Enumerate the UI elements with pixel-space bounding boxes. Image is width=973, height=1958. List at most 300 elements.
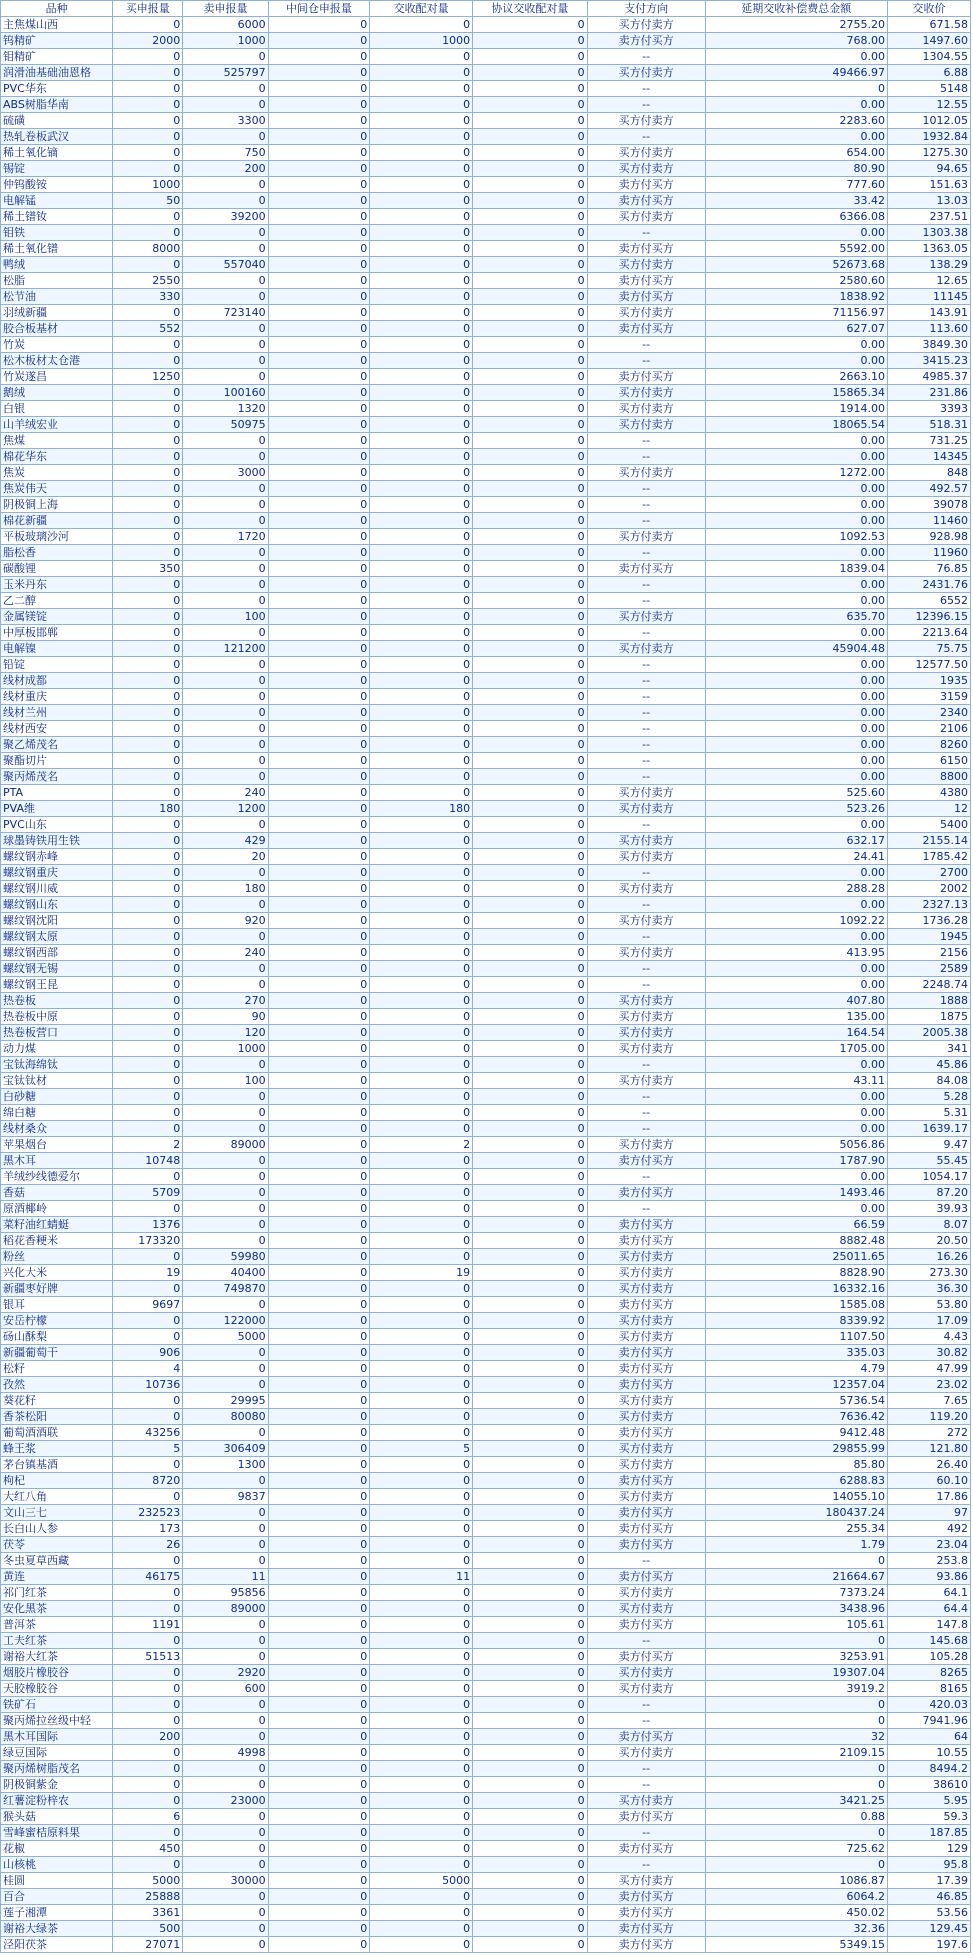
cell-payment-direction: 买方付卖方: [587, 385, 705, 401]
cell-buy-qty: 8000: [113, 241, 183, 257]
cell-compensation-total: 8339.92: [705, 1313, 887, 1329]
cell-agreement-matched-qty: 0: [473, 1089, 588, 1105]
cell-matched-qty: 0: [370, 145, 473, 161]
cell-payment-direction: --: [587, 817, 705, 833]
cell-sell-qty: 557040: [183, 257, 268, 273]
cell-delivery-price: 7.65: [887, 1393, 970, 1409]
cell-compensation-total: 0.00: [705, 353, 887, 369]
table-row: [1, 1505, 971, 1521]
cell-agreement-matched-qty: 0: [473, 881, 588, 897]
cell-mid-warehouse-qty: 0: [268, 1233, 370, 1249]
cell-mid-warehouse-qty: 0: [268, 1185, 370, 1201]
cell-matched-qty: 0: [370, 97, 473, 113]
cell-matched-qty: 0: [370, 1329, 473, 1345]
cell-variety: 羽绒新疆: [1, 305, 113, 321]
cell-compensation-total: 0.00: [705, 721, 887, 737]
cell-variety: 铁矿石: [1, 1697, 113, 1713]
table-row: [1, 1377, 971, 1393]
table-row: [1, 753, 971, 769]
cell-agreement-matched-qty: 0: [473, 257, 588, 273]
cell-buy-qty: 0: [113, 1857, 183, 1873]
cell-sell-qty: 0: [183, 625, 268, 641]
cell-payment-direction: --: [587, 81, 705, 97]
cell-variety: 金属镁锭: [1, 609, 113, 625]
cell-agreement-matched-qty: 0: [473, 1201, 588, 1217]
cell-mid-warehouse-qty: 0: [268, 1505, 370, 1521]
cell-delivery-price: 147.8: [887, 1617, 970, 1633]
cell-delivery-price: 17.86: [887, 1489, 970, 1505]
cell-compensation-total: 105.61: [705, 1617, 887, 1633]
cell-sell-qty: 1000: [183, 33, 268, 49]
cell-sell-qty: 240: [183, 785, 268, 801]
cell-agreement-matched-qty: 0: [473, 1281, 588, 1297]
cell-compensation-total: 164.54: [705, 1025, 887, 1041]
cell-payment-direction: 卖方付买方: [587, 1617, 705, 1633]
table-row: [1, 593, 971, 609]
cell-delivery-price: 47.99: [887, 1361, 970, 1377]
cell-mid-warehouse-qty: 0: [268, 1825, 370, 1841]
cell-payment-direction: --: [587, 481, 705, 497]
cell-buy-qty: 10748: [113, 1153, 183, 1169]
cell-agreement-matched-qty: 0: [473, 1729, 588, 1745]
cell-matched-qty: 0: [370, 1105, 473, 1121]
table-row: [1, 945, 971, 961]
table-row: [1, 81, 971, 97]
cell-agreement-matched-qty: 0: [473, 1649, 588, 1665]
cell-sell-qty: 0: [183, 593, 268, 609]
cell-sell-qty: 0: [183, 1105, 268, 1121]
cell-sell-qty: 0: [183, 689, 268, 705]
cell-delivery-price: 64.1: [887, 1585, 970, 1601]
cell-compensation-total: 0.00: [705, 657, 887, 673]
cell-variety: 阴极铜紫金: [1, 1777, 113, 1793]
cell-payment-direction: 买方付卖方: [587, 1137, 705, 1153]
cell-mid-warehouse-qty: 0: [268, 1121, 370, 1137]
cell-delivery-price: 36.30: [887, 1281, 970, 1297]
cell-payment-direction: 卖方付买方: [587, 1345, 705, 1361]
cell-variety: 工夫红茶: [1, 1633, 113, 1649]
cell-variety: 谢裕大绿茶: [1, 1921, 113, 1937]
cell-compensation-total: 777.60: [705, 177, 887, 193]
cell-compensation-total: 24.41: [705, 849, 887, 865]
cell-payment-direction: 卖方付买方: [587, 369, 705, 385]
cell-sell-qty: 0: [183, 241, 268, 257]
table-row: [1, 1745, 971, 1761]
cell-delivery-price: 76.85: [887, 561, 970, 577]
table-row: [1, 1697, 971, 1713]
cell-variety: 花椒: [1, 1841, 113, 1857]
cell-matched-qty: 0: [370, 1153, 473, 1169]
cell-agreement-matched-qty: 0: [473, 1553, 588, 1569]
table-row: [1, 1041, 971, 1057]
cell-compensation-total: 0.00: [705, 865, 887, 881]
cell-delivery-price: 45.86: [887, 1057, 970, 1073]
table-row: [1, 1025, 971, 1041]
cell-mid-warehouse-qty: 0: [268, 1937, 370, 1953]
cell-delivery-price: 1275.30: [887, 145, 970, 161]
table-row: [1, 817, 971, 833]
cell-agreement-matched-qty: 0: [473, 801, 588, 817]
cell-sell-qty: 0: [183, 545, 268, 561]
cell-compensation-total: 12357.04: [705, 1377, 887, 1393]
cell-variety: 普洱茶: [1, 1617, 113, 1633]
cell-sell-qty: 0: [183, 705, 268, 721]
table-row: [1, 1409, 971, 1425]
cell-matched-qty: 0: [370, 529, 473, 545]
cell-payment-direction: 买方付卖方: [587, 305, 705, 321]
cell-sell-qty: 100: [183, 609, 268, 625]
cell-buy-qty: 0: [113, 1057, 183, 1073]
cell-delivery-price: 231.86: [887, 385, 970, 401]
cell-buy-qty: 19: [113, 1265, 183, 1281]
cell-compensation-total: 33.42: [705, 193, 887, 209]
cell-variety: 白砂糖: [1, 1089, 113, 1105]
cell-variety: 铅锭: [1, 657, 113, 673]
cell-sell-qty: 0: [183, 1937, 268, 1953]
cell-agreement-matched-qty: 0: [473, 1841, 588, 1857]
cell-buy-qty: 173320: [113, 1233, 183, 1249]
cell-payment-direction: --: [587, 705, 705, 721]
cell-delivery-price: 2340: [887, 705, 970, 721]
cell-buy-qty: 0: [113, 1633, 183, 1649]
cell-compensation-total: 16332.16: [705, 1281, 887, 1297]
cell-buy-qty: 0: [113, 705, 183, 721]
cell-mid-warehouse-qty: 0: [268, 161, 370, 177]
cell-variety: 钼精矿: [1, 49, 113, 65]
cell-buy-qty: 0: [113, 897, 183, 913]
cell-agreement-matched-qty: 0: [473, 1601, 588, 1617]
table-row: [1, 337, 971, 353]
cell-delivery-price: 64: [887, 1729, 970, 1745]
cell-compensation-total: 0.00: [705, 689, 887, 705]
cell-agreement-matched-qty: 0: [473, 337, 588, 353]
cell-agreement-matched-qty: 0: [473, 1457, 588, 1473]
cell-buy-qty: 1376: [113, 1217, 183, 1233]
cell-sell-qty: 30000: [183, 1873, 268, 1889]
cell-compensation-total: 0.00: [705, 1201, 887, 1217]
cell-mid-warehouse-qty: 0: [268, 305, 370, 321]
cell-matched-qty: 0: [370, 1889, 473, 1905]
cell-sell-qty: 180: [183, 881, 268, 897]
cell-compensation-total: 1107.50: [705, 1329, 887, 1345]
cell-sell-qty: 0: [183, 673, 268, 689]
cell-variety: 香菇: [1, 1185, 113, 1201]
cell-mid-warehouse-qty: 0: [268, 417, 370, 433]
cell-mid-warehouse-qty: 0: [268, 97, 370, 113]
cell-sell-qty: 6000: [183, 17, 268, 33]
cell-agreement-matched-qty: 0: [473, 1361, 588, 1377]
cell-delivery-price: 1935: [887, 673, 970, 689]
cell-buy-qty: 0: [113, 961, 183, 977]
cell-mid-warehouse-qty: 0: [268, 1409, 370, 1425]
cell-payment-direction: 卖方付买方: [587, 1569, 705, 1585]
cell-agreement-matched-qty: 0: [473, 305, 588, 321]
cell-variety: 安岳柠檬: [1, 1313, 113, 1329]
cell-sell-qty: 9837: [183, 1489, 268, 1505]
cell-agreement-matched-qty: 0: [473, 1857, 588, 1873]
cell-mid-warehouse-qty: 0: [268, 561, 370, 577]
cell-sell-qty: 600: [183, 1681, 268, 1697]
cell-agreement-matched-qty: 0: [473, 369, 588, 385]
cell-mid-warehouse-qty: 0: [268, 673, 370, 689]
cell-delivery-price: 55.45: [887, 1153, 970, 1169]
cell-sell-qty: 0: [183, 129, 268, 145]
cell-sell-qty: 270: [183, 993, 268, 1009]
cell-mid-warehouse-qty: 0: [268, 449, 370, 465]
cell-mid-warehouse-qty: 0: [268, 1217, 370, 1233]
cell-mid-warehouse-qty: 0: [268, 1073, 370, 1089]
cell-delivery-price: 11460: [887, 513, 970, 529]
cell-variety: 焦炭伟天: [1, 481, 113, 497]
cell-payment-direction: --: [587, 129, 705, 145]
cell-payment-direction: --: [587, 545, 705, 561]
table-row: [1, 449, 971, 465]
cell-buy-qty: 0: [113, 529, 183, 545]
cell-buy-qty: 0: [113, 481, 183, 497]
cell-variety: 焦煤: [1, 433, 113, 449]
cell-delivery-price: 187.85: [887, 1825, 970, 1841]
cell-payment-direction: 卖方付买方: [587, 289, 705, 305]
cell-compensation-total: 7636.42: [705, 1409, 887, 1425]
cell-matched-qty: 0: [370, 577, 473, 593]
cell-buy-qty: 200: [113, 1729, 183, 1745]
cell-compensation-total: 7373.24: [705, 1585, 887, 1601]
cell-matched-qty: 0: [370, 321, 473, 337]
cell-compensation-total: 32: [705, 1729, 887, 1745]
cell-delivery-price: 145.68: [887, 1633, 970, 1649]
cell-matched-qty: 0: [370, 401, 473, 417]
cell-variety: 祁门红茶: [1, 1585, 113, 1601]
cell-mid-warehouse-qty: 0: [268, 289, 370, 305]
cell-mid-warehouse-qty: 0: [268, 1281, 370, 1297]
cell-mid-warehouse-qty: 0: [268, 913, 370, 929]
cell-compensation-total: 0: [705, 1761, 887, 1777]
cell-delivery-price: 7941.96: [887, 1713, 970, 1729]
cell-variety: 鹅绒: [1, 385, 113, 401]
cell-agreement-matched-qty: 0: [473, 657, 588, 673]
cell-buy-qty: 0: [113, 129, 183, 145]
table-row: [1, 1777, 971, 1793]
cell-mid-warehouse-qty: 0: [268, 1265, 370, 1281]
cell-buy-qty: 0: [113, 689, 183, 705]
cell-buy-qty: 5709: [113, 1185, 183, 1201]
cell-payment-direction: --: [587, 769, 705, 785]
cell-matched-qty: 0: [370, 1761, 473, 1777]
cell-agreement-matched-qty: 0: [473, 65, 588, 81]
cell-payment-direction: 买方付卖方: [587, 1041, 705, 1057]
cell-payment-direction: --: [587, 1713, 705, 1729]
cell-sell-qty: 1000: [183, 1041, 268, 1057]
table-row: [1, 65, 971, 81]
cell-compensation-total: 0.00: [705, 1105, 887, 1121]
cell-agreement-matched-qty: 0: [473, 977, 588, 993]
cell-mid-warehouse-qty: 0: [268, 897, 370, 913]
cell-mid-warehouse-qty: 0: [268, 593, 370, 609]
cell-payment-direction: 买方付卖方: [587, 1393, 705, 1409]
table-row: [1, 1393, 971, 1409]
cell-compensation-total: 66.59: [705, 1217, 887, 1233]
table-row: [1, 1105, 971, 1121]
cell-variety: 线材重庆: [1, 689, 113, 705]
cell-mid-warehouse-qty: 0: [268, 1361, 370, 1377]
cell-mid-warehouse-qty: 0: [268, 1633, 370, 1649]
cell-agreement-matched-qty: 0: [473, 193, 588, 209]
cell-variety: 热轧卷板武汉: [1, 129, 113, 145]
cell-payment-direction: 卖方付买方: [587, 1297, 705, 1313]
cell-matched-qty: 0: [370, 49, 473, 65]
cell-payment-direction: --: [587, 737, 705, 753]
cell-compensation-total: 1493.46: [705, 1185, 887, 1201]
cell-delivery-price: 3159: [887, 689, 970, 705]
cell-payment-direction: 买方付卖方: [587, 945, 705, 961]
cell-matched-qty: 0: [370, 337, 473, 353]
cell-compensation-total: 2283.60: [705, 113, 887, 129]
cell-matched-qty: 0: [370, 753, 473, 769]
cell-variety: 锡锭: [1, 161, 113, 177]
cell-sell-qty: 0: [183, 1425, 268, 1441]
table-row: [1, 801, 971, 817]
cell-mid-warehouse-qty: 0: [268, 1537, 370, 1553]
cell-agreement-matched-qty: 0: [473, 17, 588, 33]
cell-variety: 粉丝: [1, 1249, 113, 1265]
cell-buy-qty: 0: [113, 833, 183, 849]
cell-variety: 松木板材太仓港: [1, 353, 113, 369]
cell-variety: 聚酯切片: [1, 753, 113, 769]
cell-agreement-matched-qty: 0: [473, 177, 588, 193]
cell-compensation-total: 29855.99: [705, 1441, 887, 1457]
cell-variety: 热卷板营口: [1, 1025, 113, 1041]
table-row: [1, 1073, 971, 1089]
cell-buy-qty: 6: [113, 1809, 183, 1825]
table-row: [1, 1857, 971, 1873]
cell-buy-qty: 0: [113, 337, 183, 353]
cell-payment-direction: --: [587, 353, 705, 369]
cell-delivery-price: 2431.76: [887, 577, 970, 593]
cell-matched-qty: 0: [370, 129, 473, 145]
cell-payment-direction: 卖方付买方: [587, 1505, 705, 1521]
cell-sell-qty: 0: [183, 1345, 268, 1361]
table-row: [1, 1361, 971, 1377]
cell-variety: 钼铁: [1, 225, 113, 241]
cell-delivery-price: 1932.84: [887, 129, 970, 145]
cell-buy-qty: 0: [113, 97, 183, 113]
cell-delivery-price: 20.50: [887, 1233, 970, 1249]
cell-matched-qty: 0: [370, 849, 473, 865]
cell-matched-qty: 0: [370, 1601, 473, 1617]
cell-matched-qty: 0: [370, 433, 473, 449]
cell-sell-qty: 200: [183, 161, 268, 177]
cell-compensation-total: 2755.20: [705, 17, 887, 33]
cell-payment-direction: 买方付卖方: [587, 1329, 705, 1345]
cell-buy-qty: 0: [113, 1585, 183, 1601]
table-row: [1, 17, 971, 33]
table-row: [1, 1281, 971, 1297]
cell-mid-warehouse-qty: 0: [268, 721, 370, 737]
cell-sell-qty: 0: [183, 1473, 268, 1489]
cell-agreement-matched-qty: 0: [473, 1921, 588, 1937]
cell-sell-qty: 80080: [183, 1409, 268, 1425]
cell-matched-qty: 0: [370, 1825, 473, 1841]
cell-sell-qty: 122000: [183, 1313, 268, 1329]
cell-sell-qty: 121200: [183, 641, 268, 657]
cell-delivery-price: 2155.14: [887, 833, 970, 849]
table-row: [1, 1201, 971, 1217]
cell-mid-warehouse-qty: 0: [268, 1025, 370, 1041]
cell-mid-warehouse-qty: 0: [268, 1441, 370, 1457]
cell-delivery-price: 928.98: [887, 529, 970, 545]
cell-delivery-price: 17.09: [887, 1313, 970, 1329]
cell-payment-direction: --: [587, 1825, 705, 1841]
cell-sell-qty: 0: [183, 1377, 268, 1393]
cell-variety: 钨精矿: [1, 33, 113, 49]
cell-compensation-total: 45904.48: [705, 641, 887, 657]
cell-delivery-price: 12.55: [887, 97, 970, 113]
cell-mid-warehouse-qty: 0: [268, 1377, 370, 1393]
cell-buy-qty: 906: [113, 1345, 183, 1361]
cell-variety: 棉花新疆: [1, 513, 113, 529]
cell-buy-qty: 0: [113, 1073, 183, 1089]
cell-sell-qty: 240: [183, 945, 268, 961]
cell-delivery-price: 59.3: [887, 1809, 970, 1825]
cell-variety: 松节油: [1, 289, 113, 305]
cell-matched-qty: 0: [370, 161, 473, 177]
table-row: [1, 33, 971, 49]
cell-matched-qty: 0: [370, 113, 473, 129]
cell-agreement-matched-qty: 0: [473, 161, 588, 177]
cell-matched-qty: 0: [370, 1473, 473, 1489]
cell-matched-qty: 0: [370, 1745, 473, 1761]
table-row: [1, 1185, 971, 1201]
cell-compensation-total: 49466.97: [705, 65, 887, 81]
cell-matched-qty: 0: [370, 1489, 473, 1505]
cell-delivery-price: 8494.2: [887, 1761, 970, 1777]
cell-agreement-matched-qty: 0: [473, 433, 588, 449]
cell-matched-qty: 0: [370, 721, 473, 737]
cell-payment-direction: 卖方付买方: [587, 1473, 705, 1489]
cell-variety: 绵白糖: [1, 1105, 113, 1121]
cell-compensation-total: 0.00: [705, 225, 887, 241]
cell-sell-qty: 0: [183, 513, 268, 529]
cell-agreement-matched-qty: 0: [473, 1425, 588, 1441]
cell-sell-qty: 120: [183, 1025, 268, 1041]
cell-payment-direction: --: [587, 1169, 705, 1185]
cell-matched-qty: 0: [370, 81, 473, 97]
cell-compensation-total: 6366.08: [705, 209, 887, 225]
cell-agreement-matched-qty: 0: [473, 1697, 588, 1713]
cell-matched-qty: 0: [370, 1073, 473, 1089]
cell-variety: 黄连: [1, 1569, 113, 1585]
cell-variety: 枸杞: [1, 1473, 113, 1489]
cell-buy-qty: 43256: [113, 1425, 183, 1441]
cell-variety: 稀土氧化镝: [1, 145, 113, 161]
cell-matched-qty: 0: [370, 225, 473, 241]
cell-buy-qty: 180: [113, 801, 183, 817]
cell-buy-qty: 2: [113, 1137, 183, 1153]
cell-mid-warehouse-qty: 0: [268, 1553, 370, 1569]
cell-buy-qty: 46175: [113, 1569, 183, 1585]
cell-payment-direction: 卖方付买方: [587, 1377, 705, 1393]
cell-compensation-total: 1914.00: [705, 401, 887, 417]
cell-compensation-total: 25011.65: [705, 1249, 887, 1265]
cell-agreement-matched-qty: 0: [473, 113, 588, 129]
cell-delivery-price: 273.30: [887, 1265, 970, 1281]
cell-buy-qty: 0: [113, 257, 183, 273]
cell-matched-qty: 19: [370, 1265, 473, 1281]
cell-variety: 螺纹钢无锡: [1, 961, 113, 977]
table-row: [1, 993, 971, 1009]
table-body: [1, 17, 971, 1953]
cell-payment-direction: 买方付卖方: [587, 1009, 705, 1025]
